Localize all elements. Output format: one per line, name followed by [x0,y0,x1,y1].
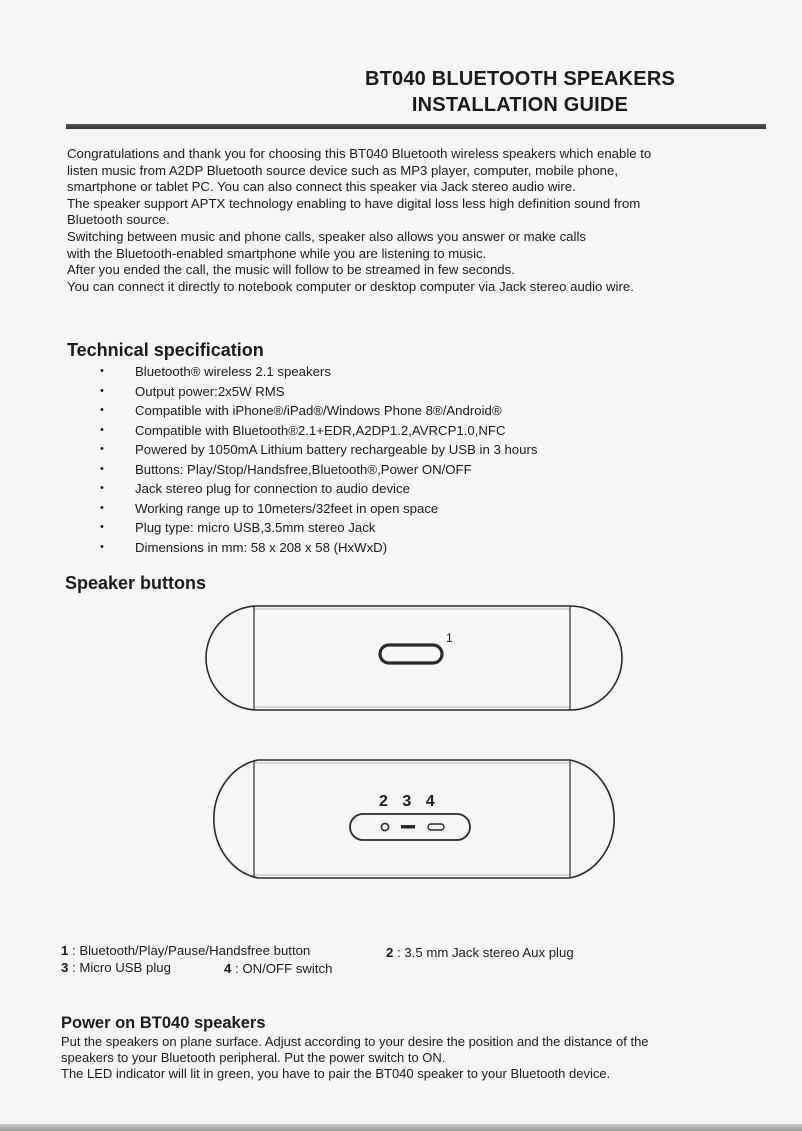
power-switch [428,824,444,830]
legend-number: 2 [386,945,394,960]
legend-number: 4 [224,961,232,976]
callout-234: 2 3 4 [379,793,440,810]
bluetooth-button-shape [380,645,442,663]
intro-line: listen music from A2DP Bluetooth source device such as MP3 player, computer, mobile phone, [67,162,618,178]
title-line-2: INSTALLATION GUIDE [411,94,629,116]
legend-item-4 [224,961,332,977]
intro-line: Congratulations and thank you for choosing this BT040 Bluetooth wireless speakers which enable to [67,146,652,161]
spec-item: • Compatible with iPhone®/iPad®/Windows Phone 8®/Android® [100,401,537,421]
power-heading: Power on BT040 speakers [61,1014,266,1032]
spec-item: • Powered by 1050mA Lithium battery rechargeable by USB in 3 hours [100,440,537,460]
legend-text: : ON/OFF switch [231,961,333,976]
page-bottom-edge [0,1124,802,1131]
intro-line: The speaker support APTX technology enabling to have digital loss less high definition sound from [67,195,641,211]
legend-text: : 3.5 mm Jack stereo Aux plug [393,945,574,960]
power-paragraph [61,1034,781,1083]
legend-number: 1 [61,943,69,958]
spec-item: • Output power:2x5W RMS [100,382,537,402]
intro-line: After you ended the call, the music will follow to be streamed in few seconds. [67,262,515,278]
legend-item-3 [61,960,171,976]
spec-item: • Bluetooth® wireless 2.1 speakers [100,362,537,382]
spec-item: • Jack stereo plug for connection to audio device [100,479,537,499]
legend-text: : Micro USB plug [68,960,171,975]
usb-port [401,825,415,829]
legend-item-2 [386,945,574,961]
spec-item: • Plug type: micro USB,3.5mm stereo Jack [100,518,537,538]
legend-item-1 [61,943,310,959]
power-line: Put the speakers on plane surface. Adjust according to your desire the position and the distance of the [61,1034,649,1049]
speaker-top-view [206,606,622,710]
intro-line: with the Bluetooth-enabled smartphone while you are listening to music. [67,245,487,261]
legend-number: 3 [61,960,69,975]
intro-line: Switching between music and phone calls, speaker also allows you answer or make calls [67,228,586,244]
callout-1: 1 [446,631,453,645]
spec-heading: Technical specification [67,340,264,360]
spec-item: • Buttons: Play/Stop/Handsfree,Bluetooth®,Power ON/OFF [100,460,537,480]
intro-line: smartphone or tablet PC. You can also connect this speaker via Jack stereo audio wire. [67,179,576,195]
intro-line: You can connect it directly to notebook computer or desktop computer via Jack stereo audio wire. [67,278,634,294]
title-line-1: BT040 BLUETOOTH SPEAKERS [364,68,676,90]
speaker-side-view [214,760,614,878]
spec-item: • Working range up to 10meters/32feet in open space [100,499,537,519]
speaker-side-outline [214,760,614,878]
aux-jack-port [381,823,388,830]
spec-item: • Dimensions in mm: 58 x 208 x 58 (HxWxD) [100,538,537,558]
power-line: The LED indicator will lit in green, you have to pair the BT040 speaker to your Bluetooth device. [61,1066,611,1082]
legend-text: : Bluetooth/Play/Pause/Handsfree button [68,943,311,958]
intro-line: Bluetooth source. [67,212,170,228]
spec-item: • Compatible with Bluetooth®2.1+EDR,A2DP1.2,AVRCP1.0,NFC [100,421,537,441]
speaker-top-outline [206,606,622,710]
buttons-heading: Speaker buttons [65,573,207,593]
power-line: speakers to your Bluetooth peripheral. Put the power switch to ON. [61,1050,446,1066]
